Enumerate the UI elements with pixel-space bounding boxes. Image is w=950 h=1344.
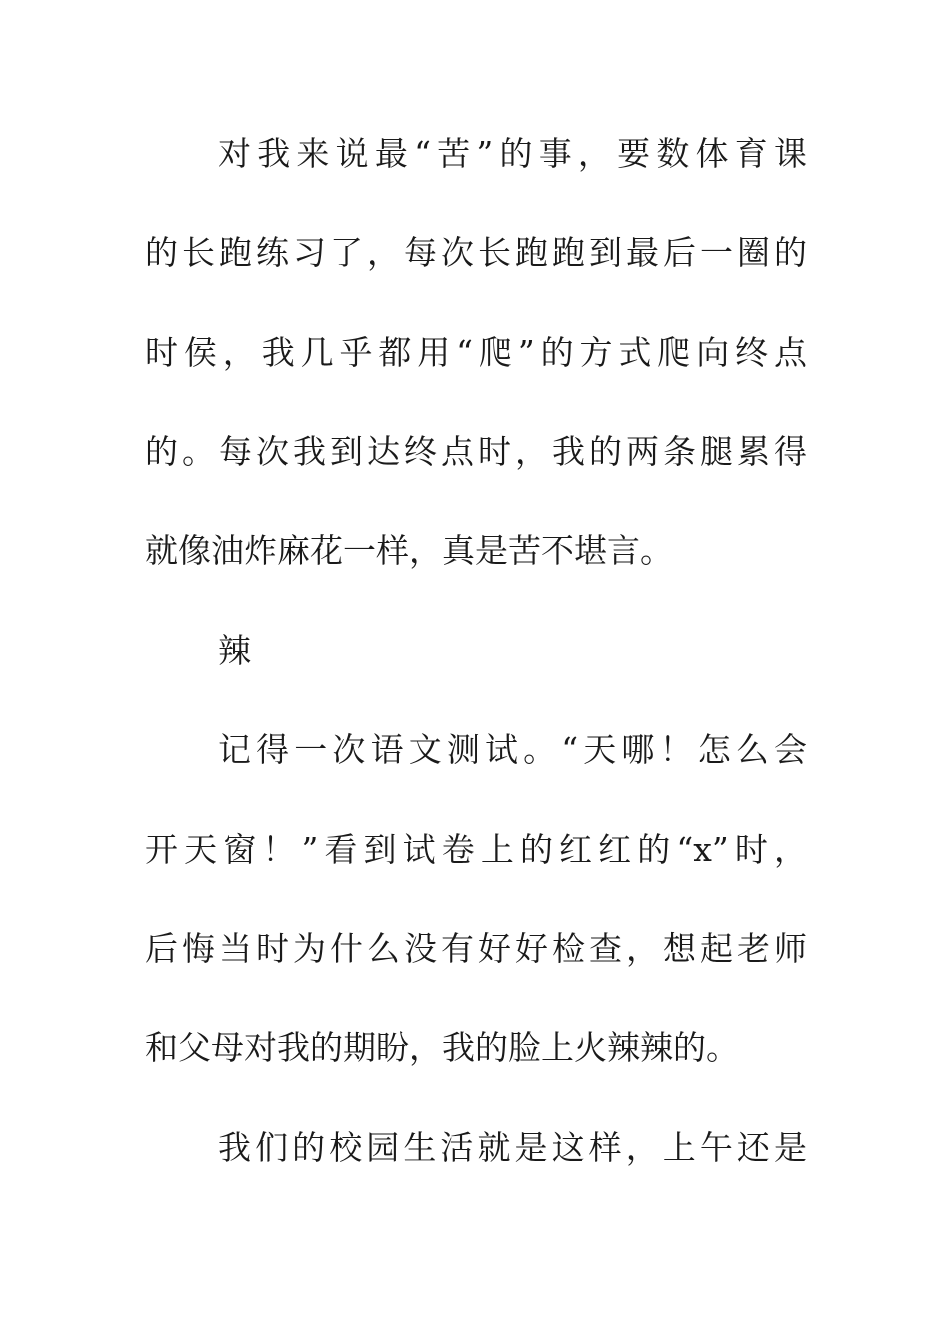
paragraph-line-1: 对我来说最“苦”的事，要数体育课 [218, 134, 807, 173]
paragraph-line-10: 和父母对我的期盼，我的脸上火辣辣的。 [145, 1028, 739, 1067]
paragraph-line-8: 开天窗！”看到试卷上的红红的“x”时， [145, 830, 807, 869]
paragraph-line-3: 时侯，我几乎都用“爬”的方式爬向终点 [145, 333, 807, 372]
section-heading-la: 辣 [218, 631, 251, 670]
paragraph-line-11: 我们的校园生活就是这样，上午还是 [218, 1128, 807, 1167]
paragraph-line-5: 就像油炸麻花一样，真是苦不堪言。 [145, 531, 673, 570]
paragraph-line-4: 的。每次我到达终点时，我的两条腿累得 [145, 432, 807, 471]
paragraph-line-9: 后悔当时为什么没有好好检查，想起老师 [145, 929, 807, 968]
paragraph-line-2: 的长跑练习了，每次长跑跑到最后一圈的 [145, 233, 807, 272]
paragraph-line-7: 记得一次语文测试。“天哪！怎么会 [218, 730, 807, 769]
